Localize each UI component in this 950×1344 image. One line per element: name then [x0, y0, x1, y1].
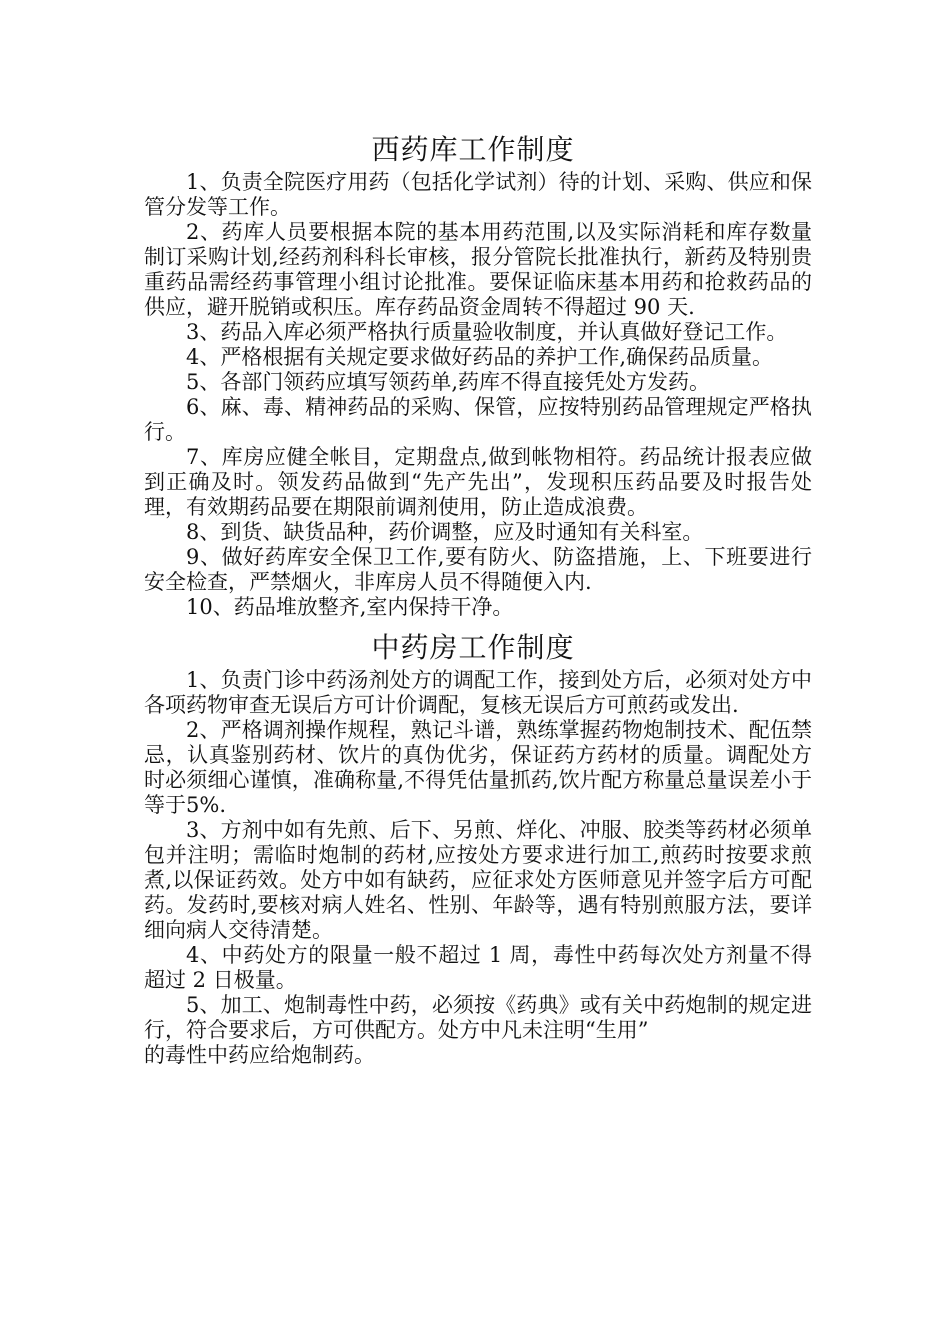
section-chinese-pharmacy	[144, 628, 812, 1068]
section-western-pharmacy	[144, 130, 812, 620]
section-title: 西药库工作制度	[371, 133, 575, 166]
paragraph: 3、药品入库必须严格执行质量验收制度，并认真做好登记工作。	[186, 320, 788, 344]
paragraph: 1、负责全院医疗用药（包括化学试剂）待的计划、采购、供应和保管分发等工作。	[144, 170, 812, 219]
paragraph: 6、麻、毒、精神药品的采购、保管，应按特别药品管理规定严格执行。	[144, 395, 812, 444]
paragraph: 5、各部门领药应填写领药单,药库不得直接凭处方发药。	[186, 370, 711, 394]
paragraph: 4、严格根据有关规定要求做好药品的养护工作,确保药品质量。	[186, 345, 774, 369]
paragraph: 4、中药处方的限量一般不超过 1 周，毒性中药每次处方剂量不得超过 2 日极量。	[144, 943, 812, 992]
paragraph: 9、做好药库安全保卫工作,要有防火、防盗措施，上、下班要进行安全检查，严禁烟火，非库房人员不得随便入内.	[144, 545, 812, 594]
paragraph: 2、药库人员要根据本院的基本用药范围,以及实际消耗和库存数量制订采购计划,经药剂科科长审核，报分管院长批准执行，新药及特别贵重药品需经药事管理小组讨论批准。要保证临床基本用药和抢救药品的供应，避开脱销或积压。库存药品资金周转不得超过 90 天.	[144, 220, 812, 319]
paragraph: 5、加工、炮制毒性中药，必须按《药典》或有关中药炮制的规定进行，符合要求后，方可供配方。处方中凡未注明“生用”	[144, 993, 812, 1042]
paragraph-continuation: 的毒性中药应给炮制药。	[144, 1043, 375, 1067]
paragraph: 10、药品堆放整齐,室内保持干净。	[186, 595, 514, 619]
paragraph: 2、严格调剂操作规程，熟记斗谱，熟练掌握药物炮制技术、配伍禁忌，认真鉴别药材、饮片的真伪优劣，保证药方药材的质量。调配处方时必须细心谨慎，准确称量,不得凭估量抓药,饮片配方称量总量误差小于等于5%.	[144, 718, 812, 817]
paragraph: 7、库房应健全帐目，定期盘点,做到帐物相符。药品统计报表应做到正确及时。领发药品做到“先产先出”，发现积压药品要及时报告处理，有效期药品要在期限前调剂使用，防止造成浪费。	[144, 445, 812, 519]
paragraph: 3、方剂中如有先煎、后下、另煎、烊化、冲服、胶类等药材必须单包并注明；需临时炮制的药材,应按处方要求进行加工,煎药时按要求煎煮,以保证药效。处方中如有缺药，应征求处方医师意见并签字后方可配药。发药时,要核对病人姓名、性别、年龄等，遇有特别煎服方法，要详细向病人交待清楚。	[144, 818, 812, 942]
paragraph: 8、到货、缺货品种，药价调整，应及时通知有关科室。	[186, 520, 704, 544]
paragraph: 1、负责门诊中药汤剂处方的调配工作，接到处方后，必须对处方中各项药物审查无误后方可计价调配，复核无误后方可煎药或发出.	[144, 668, 812, 717]
section-title: 中药房工作制度	[371, 631, 575, 664]
document-page	[144, 130, 812, 1068]
